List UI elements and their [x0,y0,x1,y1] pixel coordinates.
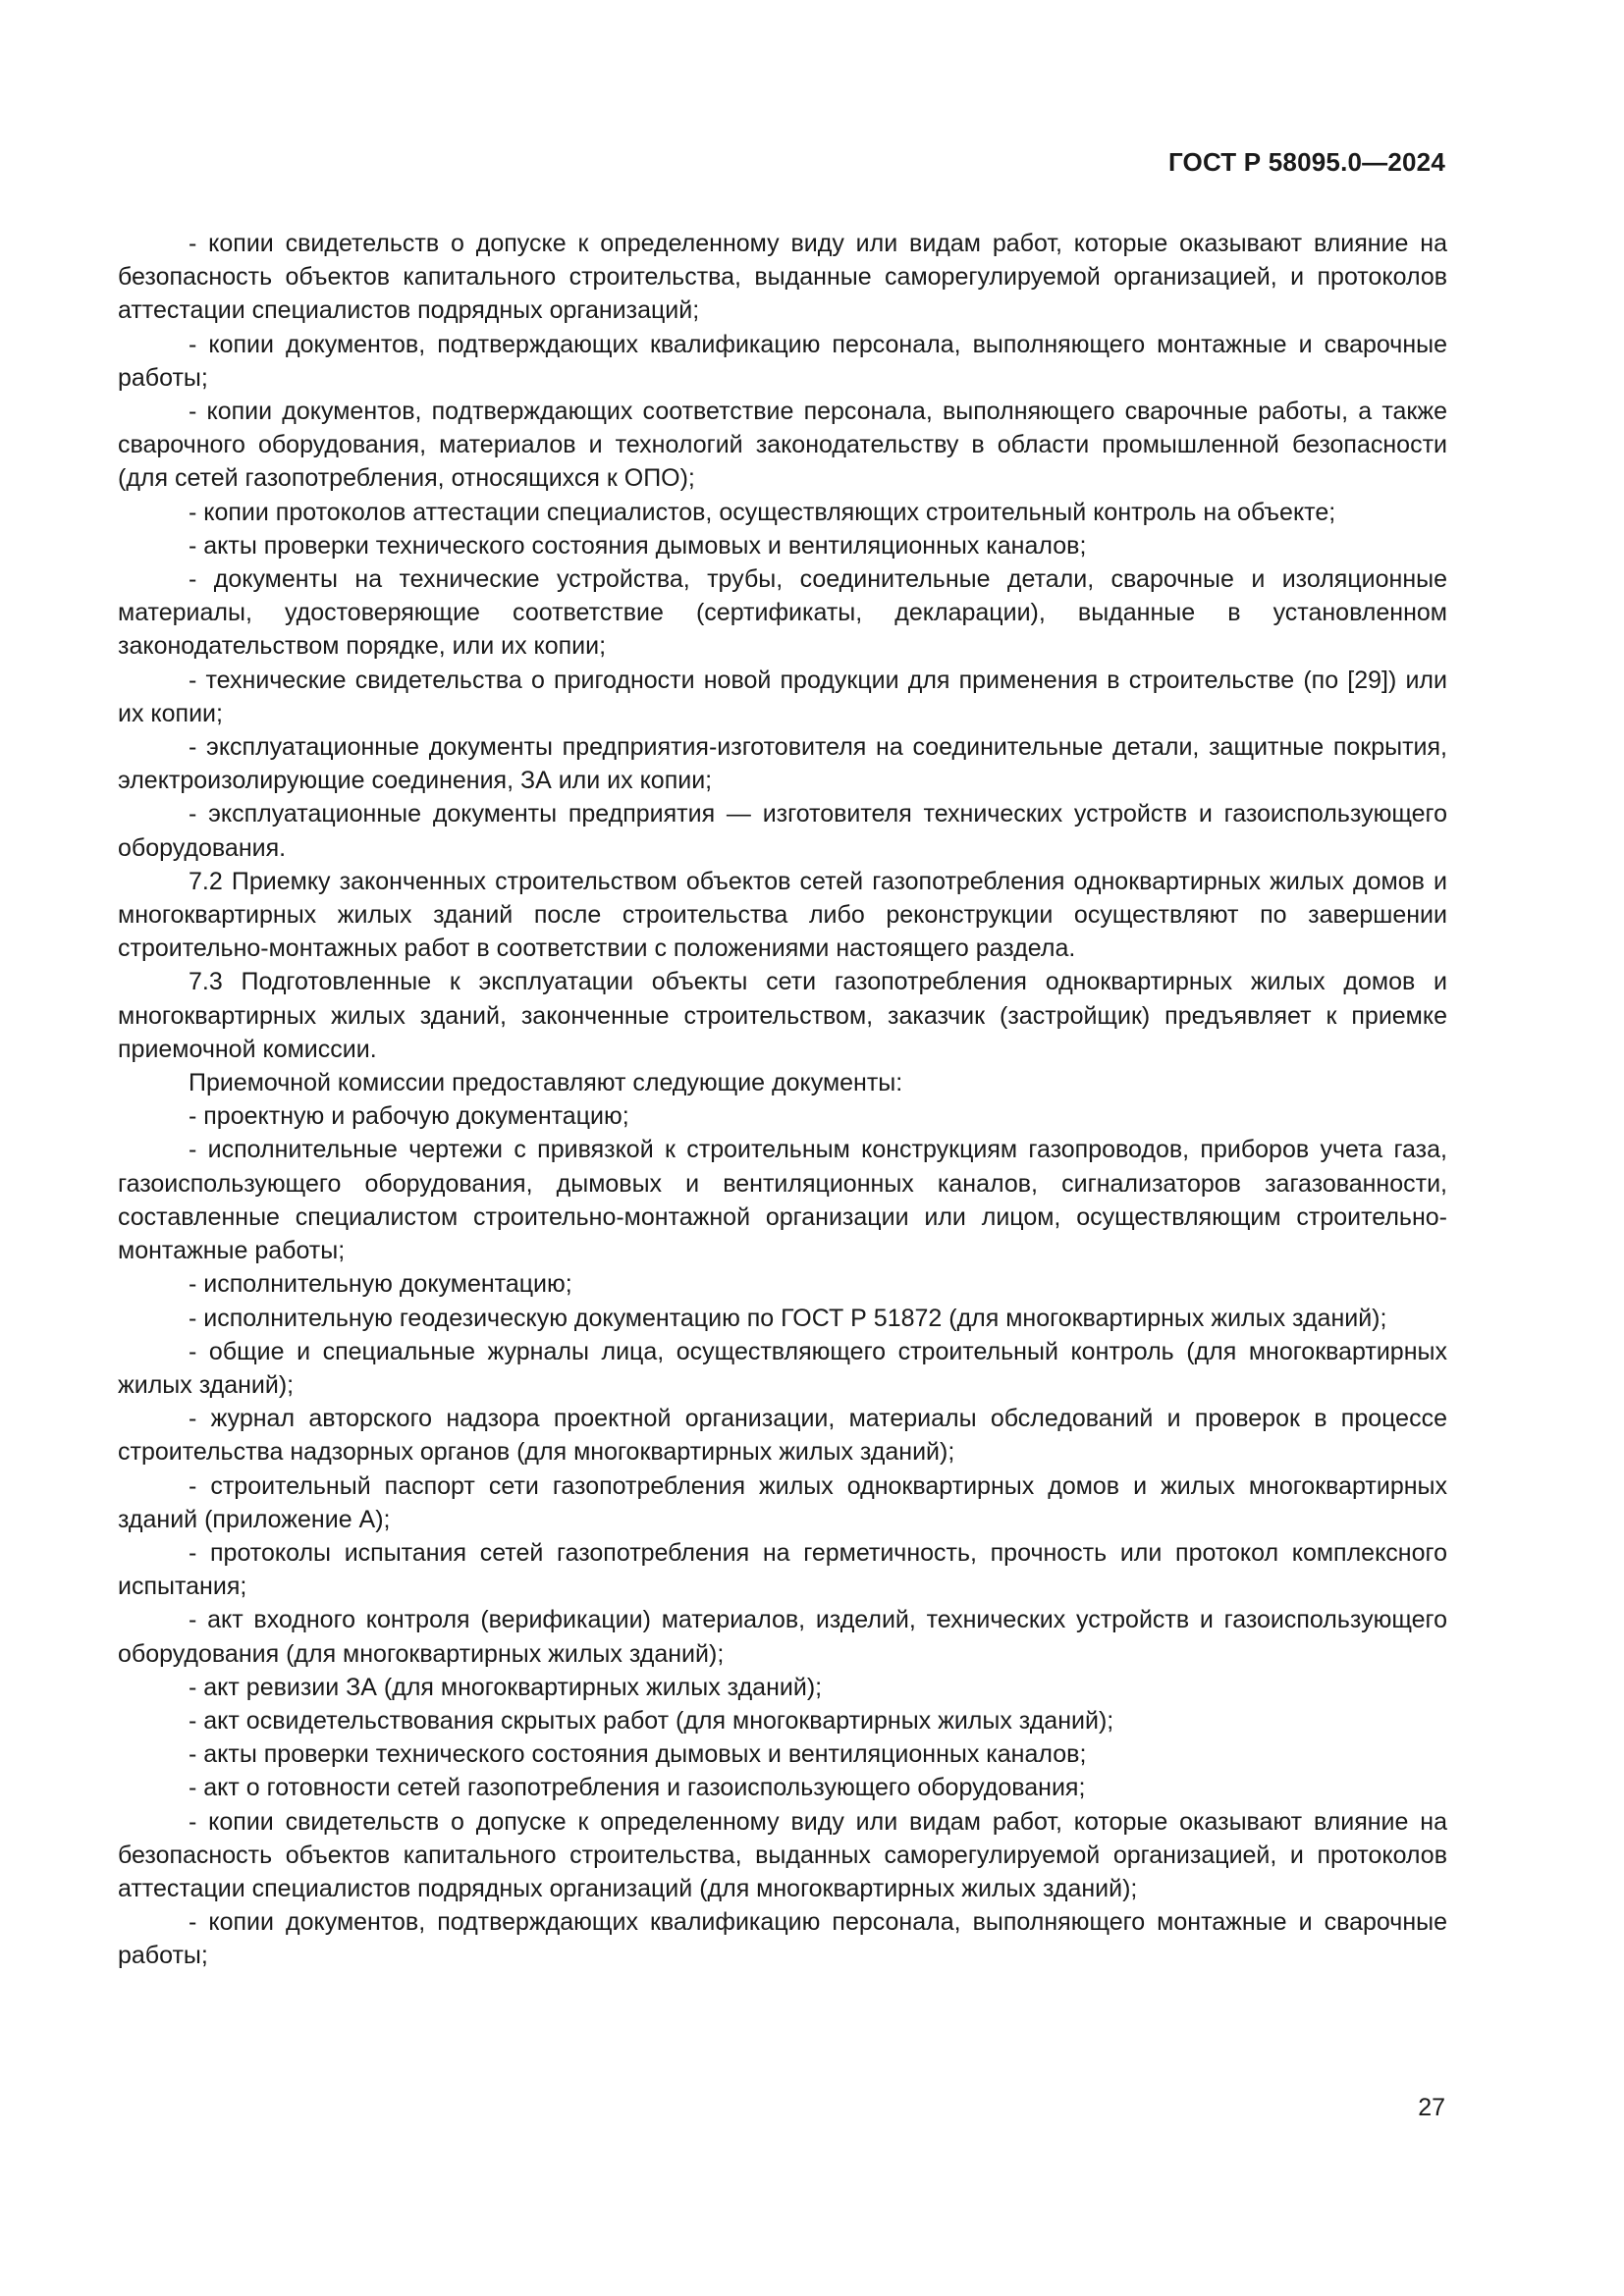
section-7-3: 7.3 Подготовленные к эксплуатации объекты сети газопотребления одноквартирных жилых домов и многоквартирных жилых зданий, законченные строительством, заказчик (застройщик) предъявляет к приемке приемочной комиссии. [118,968,1447,1063]
paragraph: - копии документов, подтверждающих соответствие персонала, выполняющего сварочные работы, а также сварочного оборудования, материалов и технологий законодательству в области промышленной безопасности (для сетей газопотребления, относящихся к ОПО); [118,398,1447,493]
paragraph: - копии свидетельств о допуске к определенному виду или видам работ, которые оказывают влияние на безопасность объектов капитального строительства, выданные саморегулируемой организацией, и протоколов аттестации специалистов подрядных организаций; [118,230,1447,325]
paragraph: - технические свидетельства о пригодности новой продукции для применения в строительстве (по [29]) или их копии; [118,666,1447,727]
paragraph: - эксплуатационные документы предприятия-изготовителя на соединительные детали, защитные покрытия, электроизолирующие соединения, ЗА или их копии; [118,733,1447,795]
paragraph: - исполнительную геодезическую документацию по ГОСТ Р 51872 (для многоквартирных жилых зданий); [189,1304,1387,1332]
paragraph: - эксплуатационные документы предприятия — изготовителя технических устройств и газоиспользующего оборудования. [118,800,1447,862]
paragraph: - протоколы испытания сетей газопотребления на герметичность, прочность или протокол комплексного испытания; [118,1538,1447,1601]
paragraph: - акты проверки технического состояния дымовых и вентиляционных каналов; [189,1740,1087,1769]
paragraph: - исполнительную документацию; [189,1270,572,1299]
section-7-2: 7.2 Приемку законченных строительством объектов сетей газопотребления одноквартирных жилых домов и многоквартирных жилых зданий после строительства либо реконструкции осуществляют по завершении строительно-монтажных работ в соответствии с положениями настоящего раздела. [118,867,1447,963]
paragraph: - документы на технические устройства, трубы, соединительные детали, сварочные и изоляционные материалы, удостоверяющие соответствие (сертификаты, декларации), выданные в установленном законодательством порядке, или их копии; [118,565,1447,661]
paragraph: - строительный паспорт сети газопотребления жилых одноквартирных домов и жилых многоквартирных зданий (приложение А); [118,1471,1447,1533]
paragraph: - исполнительные чертежи с привязкой к строительным конструкциям газопроводов, приборов учета газа, газоиспользующего оборудования, дымовых и вентиляционных каналов, сигнализаторов загазованности, составленные специалистом строительно-монтажной организации или лицом, осуществляющим строительно-монтажные работы; [118,1136,1447,1265]
page-number: 27 [1418,2094,1445,2121]
paragraph: - копии документов, подтверждающих квалификацию персонала, выполняющего монтажные и сварочные работы; [118,330,1447,392]
document-header: ГОСТ Р 58095.0—2024 [1167,147,1445,177]
paragraph: - проектную и рабочую документацию; [189,1102,629,1131]
paragraph: - акты проверки технического состояния дымовых и вентиляционных каналов; [189,531,1087,560]
paragraph: Приемочной комиссии предоставляют следующие документы: [189,1069,903,1097]
document-body [118,227,1447,1973]
paragraph: - общие и специальные журналы лица, осуществляющего строительный контроль (для многоквартирных жилых зданий); [118,1337,1447,1399]
paragraph: - акт освидетельствования скрытых работ (для многоквартирных жилых зданий); [189,1706,1114,1735]
paragraph: - копии документов, подтверждающих квалификацию персонала, выполняющего монтажные и сварочные работы; [118,1908,1447,1970]
paragraph: - копии протоколов аттестации специалистов, осуществляющих строительный контроль на объекте; [189,498,1336,526]
paragraph: - журнал авторского надзора проектной организации, материалы обследований и проверок в процессе строительства надзорных органов (для многоквартирных жилых зданий); [118,1405,1447,1467]
paragraph: - акт ревизии ЗА (для многоквартирных жилых зданий); [189,1673,823,1701]
paragraph: - акт о готовности сетей газопотребления и газоиспользующего оборудования; [189,1774,1086,1802]
paragraph: - акт входного контроля (верификации) материалов, изделий, технических устройств и газоиспользующего оборудования (для многоквартирных жилых зданий); [118,1606,1447,1668]
paragraph: - копии свидетельств о допуске к определенному виду или видам работ, которые оказывают влияние на безопасность объектов капитального строительства, выданных саморегулируемой организацией, и протоколов аттестации специалистов подрядных организаций (для многоквартирных жилых зданий); [118,1807,1447,1902]
